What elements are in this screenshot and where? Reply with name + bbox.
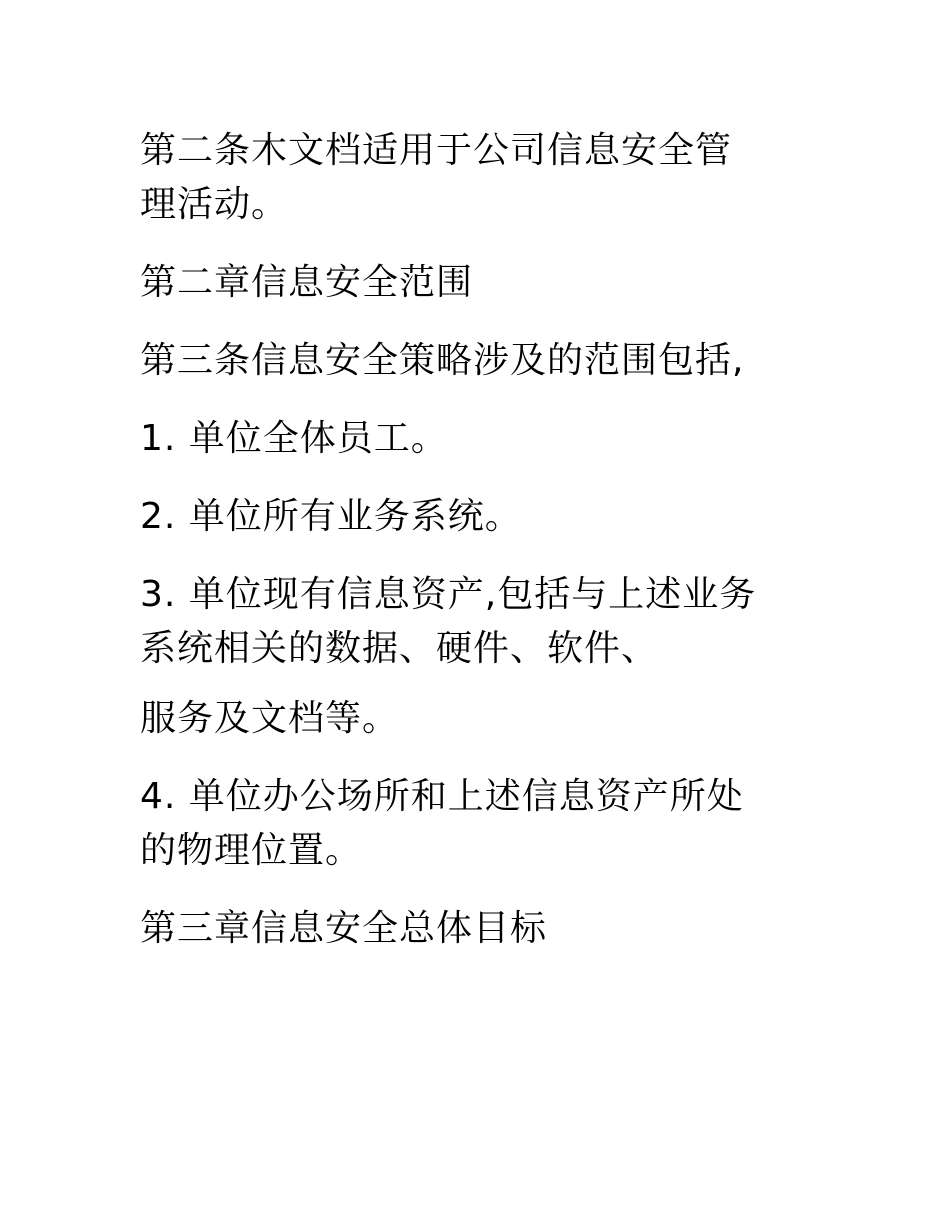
list-item-2	[140, 490, 820, 544]
document-body	[140, 124, 820, 980]
paragraph-article-3	[140, 334, 820, 388]
list-item-1	[140, 412, 820, 466]
text-line: 第二条木文档适用于公司信息安全管	[140, 130, 733, 171]
text-line: 2. 单位所有业务系统。	[140, 496, 522, 537]
text-line: 第三章信息安全总体目标	[140, 908, 548, 949]
text-line: 3. 单位现有信息资产,包括与上述业务	[140, 574, 757, 615]
chapter-heading-2	[140, 256, 820, 310]
text-line: 1. 单位全体员工。	[140, 418, 448, 459]
text-line: 第三条信息安全策略涉及的范围包括,	[140, 340, 745, 381]
text-line: 第二章信息安全范围	[140, 262, 474, 303]
list-item-3-continued	[140, 692, 820, 746]
text-line: 的物理位置。	[140, 830, 363, 871]
text-line: 理活动。	[140, 184, 289, 225]
text-line: 系统相关的数据、硬件、软件、	[140, 628, 659, 669]
list-item-3	[140, 568, 820, 676]
text-line: 服务及文档等。	[140, 698, 400, 739]
list-item-4	[140, 770, 820, 878]
paragraph-article-2	[140, 124, 820, 232]
chapter-heading-3	[140, 902, 820, 956]
text-line: 4. 单位办公场所和上述信息资产所处	[140, 776, 744, 817]
